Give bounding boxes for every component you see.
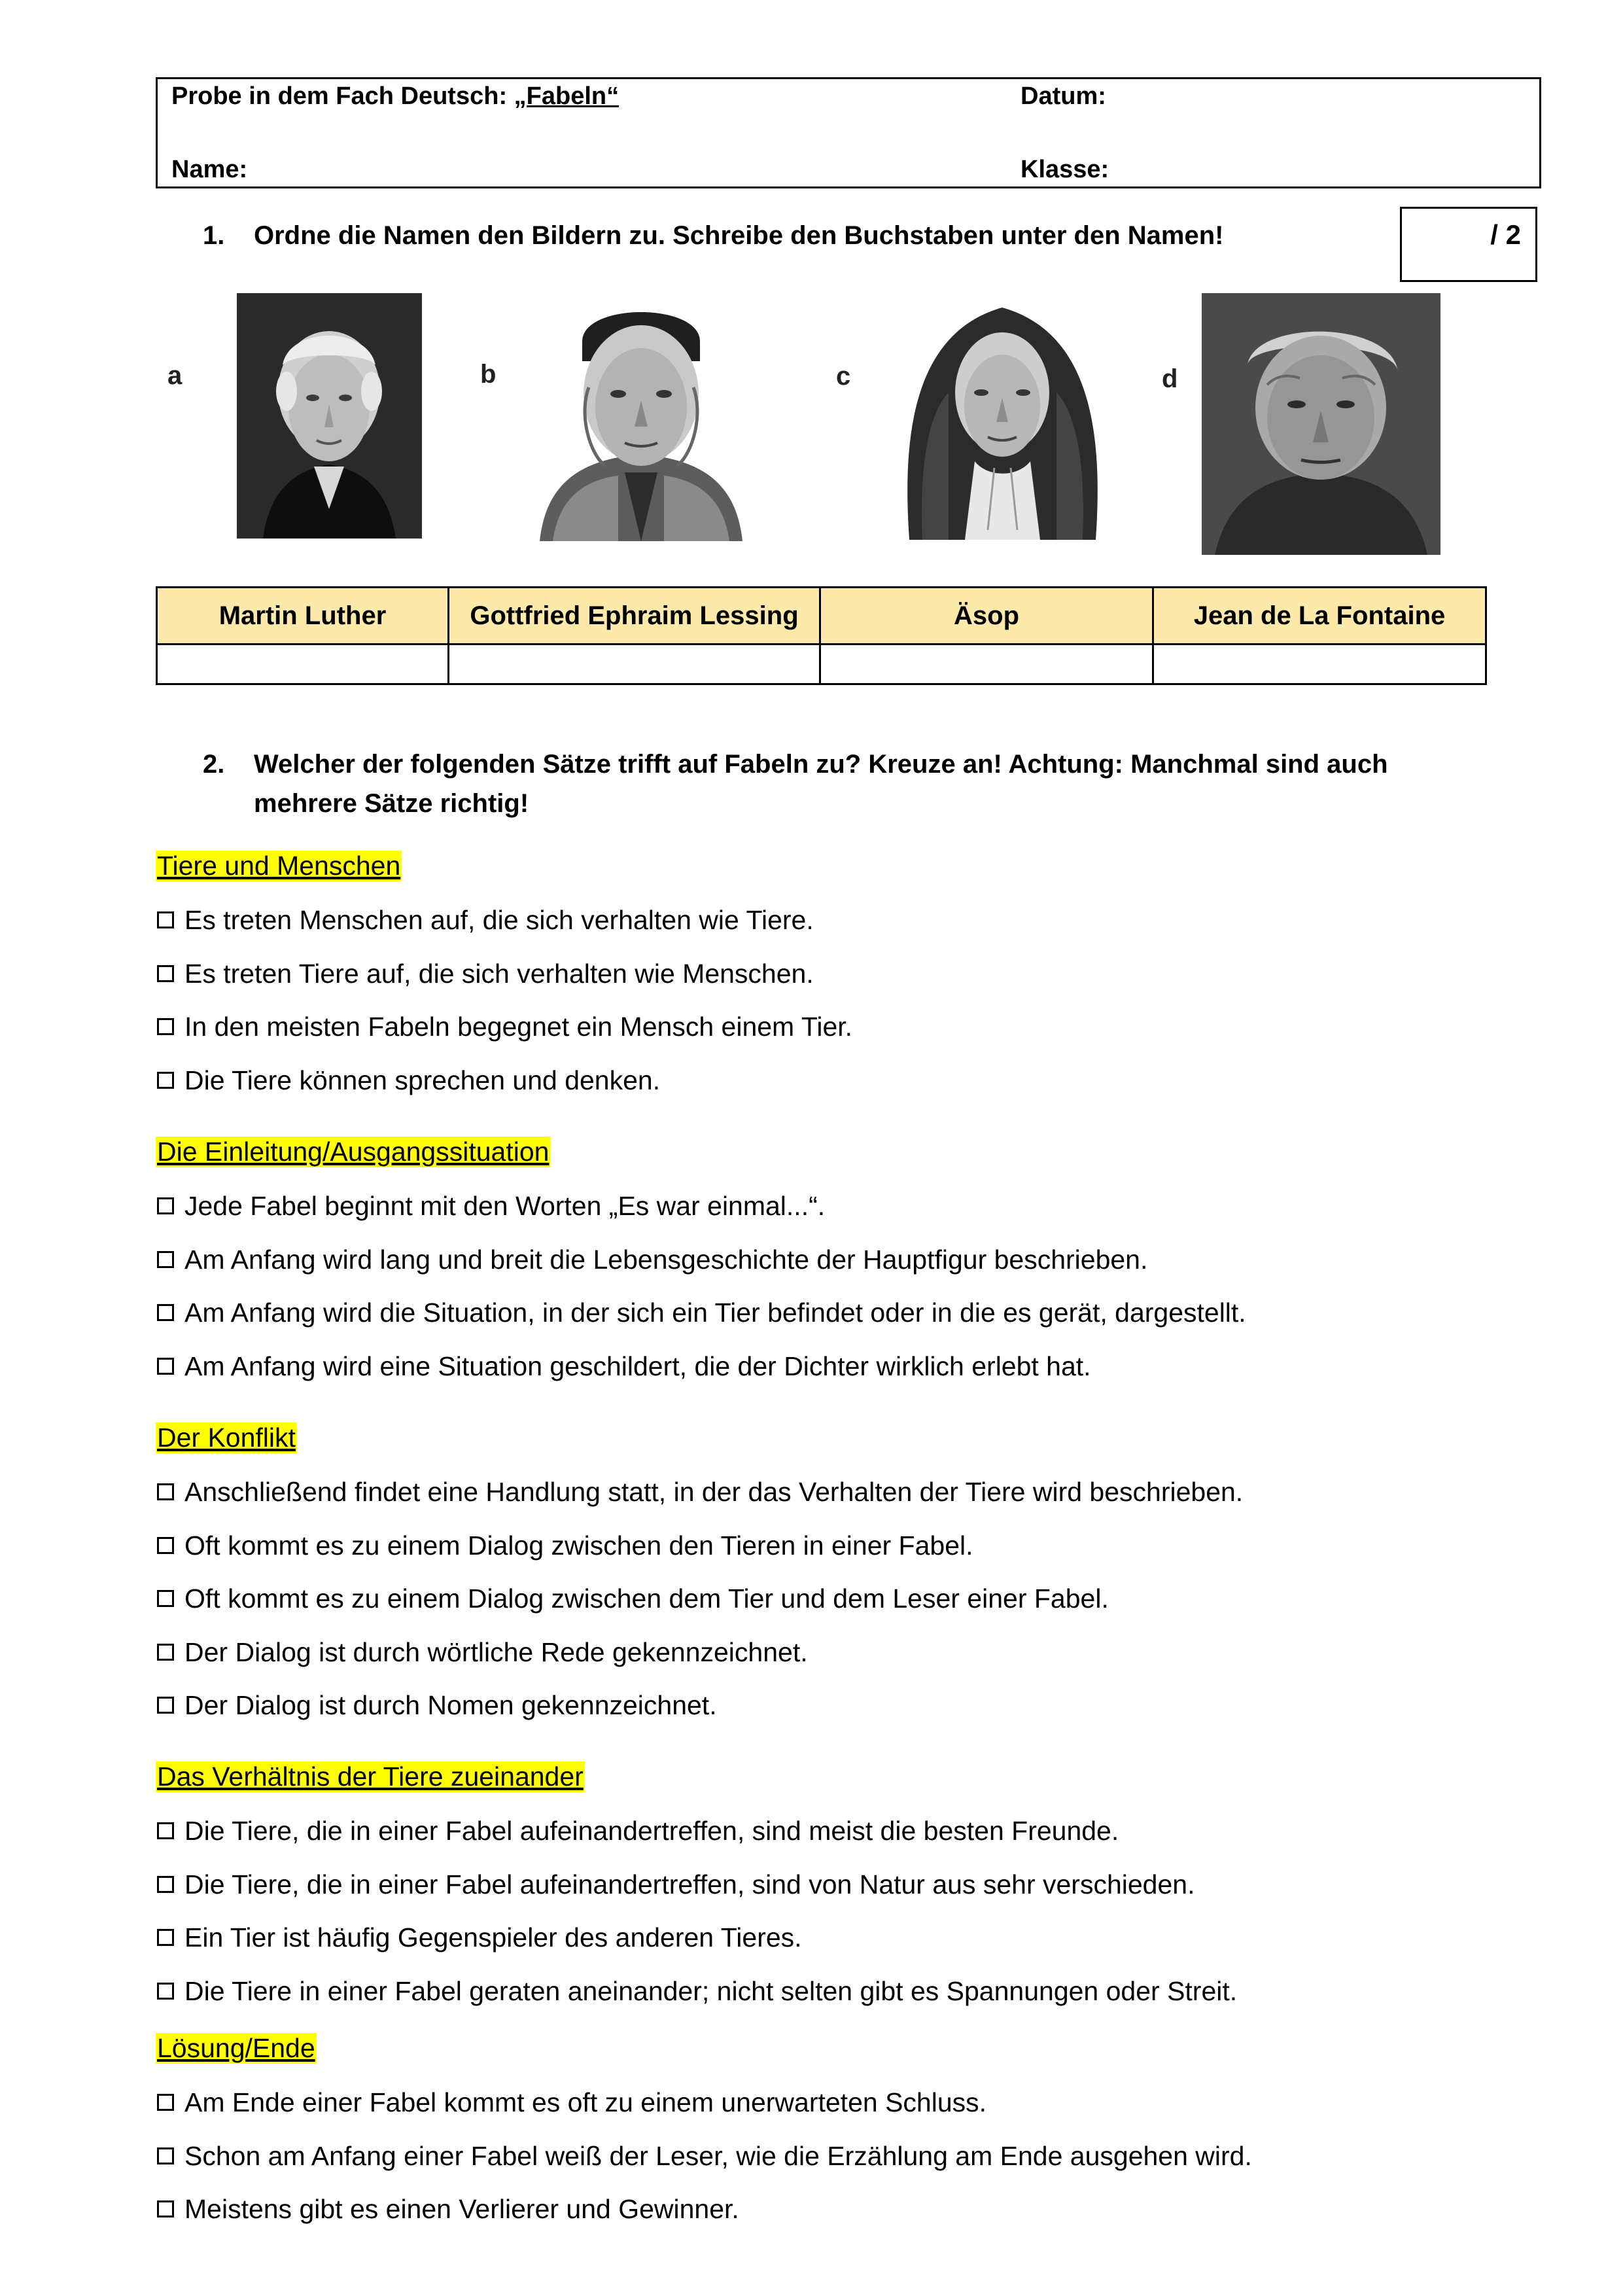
picture-letter-a: a — [167, 361, 183, 390]
statement-text: Am Anfang wird eine Situation geschildert, die der Dichter wirklich erlebt hat. — [184, 1351, 1091, 1381]
statement-item[interactable] — [157, 1193, 825, 1220]
checkbox[interactable] — [157, 1018, 174, 1035]
name-cell-lessing: Gottfried Ephraim Lessing — [449, 588, 820, 645]
checkbox[interactable] — [157, 1876, 174, 1893]
name-cell-la-fontaine: Jean de La Fontaine — [1153, 588, 1486, 645]
date-label: Datum: — [1021, 82, 1106, 110]
statement-text: Am Anfang wird lang und breit die Lebensgeschichte der Hauptfigur beschrieben. — [184, 1245, 1148, 1275]
statement-text: Oft kommt es zu einem Dialog zwischen dem Tier und dem Leser einer Fabel. — [184, 1583, 1109, 1614]
checkbox[interactable] — [157, 1822, 174, 1839]
names-table — [156, 586, 1487, 685]
statement-item[interactable] — [157, 1585, 1109, 1612]
picture-letter-d: d — [1162, 364, 1178, 393]
section-title-tiere-und-menschen: Tiere und Menschen — [157, 851, 401, 881]
task1-instruction: Ordne die Namen den Bildern zu. Schreibe den Buchstaben unter den Namen! — [254, 221, 1224, 250]
checkbox[interactable] — [157, 2200, 174, 2217]
statement-text: Anschließend findet eine Handlung statt, in der das Verhalten der Tiere wird beschrieben. — [184, 1477, 1244, 1507]
checkbox[interactable] — [157, 1644, 174, 1661]
statement-text: Die Tiere in einer Fabel geraten aneinander; nicht selten gibt es Spannungen oder Streit. — [184, 1976, 1238, 2006]
portrait-b-image — [533, 283, 749, 541]
checkbox[interactable] — [157, 1537, 174, 1554]
task2-instruction-line2: mehrere Sätze richtig! — [254, 789, 529, 818]
checkbox[interactable] — [157, 2147, 174, 2164]
statement-text: Schon am Anfang einer Fabel weiß der Leser, wie die Erzählung am Ende ausgehen wird. — [184, 2141, 1252, 2171]
title-topic: „Fabeln“ — [514, 82, 620, 110]
checkbox[interactable] — [157, 1483, 174, 1500]
statement-item[interactable] — [157, 1871, 1195, 1898]
statement-item[interactable] — [157, 1067, 660, 1094]
statement-item[interactable] — [157, 961, 814, 987]
checkbox[interactable] — [157, 1929, 174, 1946]
statement-text: Ein Tier ist häufig Gegenspieler des anderen Tieres. — [184, 1922, 802, 1952]
statement-text: Es treten Menschen auf, die sich verhalten wie Tiere. — [184, 905, 814, 935]
checkbox[interactable] — [157, 1072, 174, 1089]
section-title-einleitung: Die Einleitung/Ausgangssituation — [157, 1137, 550, 1167]
statement-text: Es treten Tiere auf, die sich verhalten wie Menschen. — [184, 959, 814, 989]
picture-letter-b: b — [480, 360, 497, 389]
statement-text: Meistens gibt es einen Verlierer und Gewinner. — [184, 2194, 739, 2224]
checkbox[interactable] — [157, 1590, 174, 1607]
statement-item[interactable] — [157, 1818, 1119, 1845]
statement-item[interactable] — [157, 1532, 973, 1559]
statement-item[interactable] — [157, 907, 814, 934]
name-cell-martin-luther: Martin Luther — [157, 588, 449, 645]
section-title-verhaeltnis: Das Verhältnis der Tiere zueinander — [157, 1761, 584, 1792]
statement-item[interactable] — [157, 1978, 1237, 2005]
score-box: / 2 — [1400, 207, 1537, 282]
checkbox[interactable] — [157, 1697, 174, 1714]
statement-item[interactable] — [157, 1299, 1246, 1326]
checkbox[interactable] — [157, 965, 174, 982]
portrait-c-image — [890, 281, 1115, 540]
statement-text: Am Ende einer Fabel kommt es oft zu einem unerwarteten Schluss. — [184, 2087, 987, 2117]
statement-item[interactable] — [157, 1246, 1147, 1273]
checkbox[interactable] — [157, 1251, 174, 1268]
statement-text: Jede Fabel beginnt mit den Worten „Es war einmal...“. — [184, 1191, 826, 1221]
statement-text: Oft kommt es zu einem Dialog zwischen den Tieren in einer Fabel. — [184, 1530, 973, 1561]
statement-item[interactable] — [157, 1353, 1091, 1380]
name-cell-aesop: Äsop — [820, 588, 1153, 645]
statement-item[interactable] — [157, 1924, 802, 1951]
statement-text: Am Anfang wird die Situation, in der sich ein Tier befindet oder in die es gerät, dargestellt. — [184, 1298, 1246, 1328]
statement-text: In den meisten Fabeln begegnet ein Mensch einem Tier. — [184, 1012, 853, 1042]
statement-item[interactable] — [157, 1479, 1243, 1506]
checkbox[interactable] — [157, 2094, 174, 2111]
checkbox[interactable] — [157, 1304, 174, 1321]
name-label: Name: — [171, 156, 248, 183]
statement-item[interactable] — [157, 2196, 739, 2223]
picture-letter-c: c — [836, 362, 851, 391]
statement-text: Der Dialog ist durch Nomen gekennzeichnet. — [184, 1690, 717, 1720]
portrait-d-image — [1202, 293, 1440, 555]
answer-cell-3[interactable] — [820, 645, 1153, 684]
task2-number: 2. — [203, 750, 225, 779]
statement-text: Der Dialog ist durch wörtliche Rede gekennzeichnet. — [184, 1637, 808, 1667]
worksheet-title — [171, 82, 619, 111]
section-title-konflikt: Der Konflikt — [157, 1422, 296, 1453]
answer-cell-4[interactable] — [1153, 645, 1486, 684]
statement-text: Die Tiere, die in einer Fabel aufeinandertreffen, sind von Natur aus sehr verschieden. — [184, 1869, 1195, 1899]
statement-item[interactable] — [157, 1692, 717, 1719]
statement-text: Die Tiere, die in einer Fabel aufeinandertreffen, sind meist die besten Freunde. — [184, 1816, 1119, 1846]
task1-number: 1. — [203, 221, 225, 250]
task2-instruction-line1: Welcher der folgenden Sätze trifft auf Fabeln zu? Kreuze an! Achtung: Manchmal sind auch — [254, 750, 1388, 779]
checkbox[interactable] — [157, 911, 174, 928]
section-title-loesung: Lösung/Ende — [157, 2033, 315, 2063]
checkbox[interactable] — [157, 1197, 174, 1214]
answer-cell-1[interactable] — [157, 645, 449, 684]
statement-item[interactable] — [157, 1014, 852, 1040]
checkbox[interactable] — [157, 1358, 174, 1375]
statement-item[interactable] — [157, 2143, 1252, 2170]
portrait-a-image — [237, 293, 422, 539]
checkbox[interactable] — [157, 1983, 174, 2000]
statement-item[interactable] — [157, 1639, 808, 1666]
statement-text: Die Tiere können sprechen und denken. — [184, 1065, 661, 1095]
class-label: Klasse: — [1021, 156, 1109, 183]
title-prefix: Probe in dem Fach Deutsch: — [171, 82, 514, 110]
answer-cell-2[interactable] — [449, 645, 820, 684]
statement-item[interactable] — [157, 2089, 986, 2116]
